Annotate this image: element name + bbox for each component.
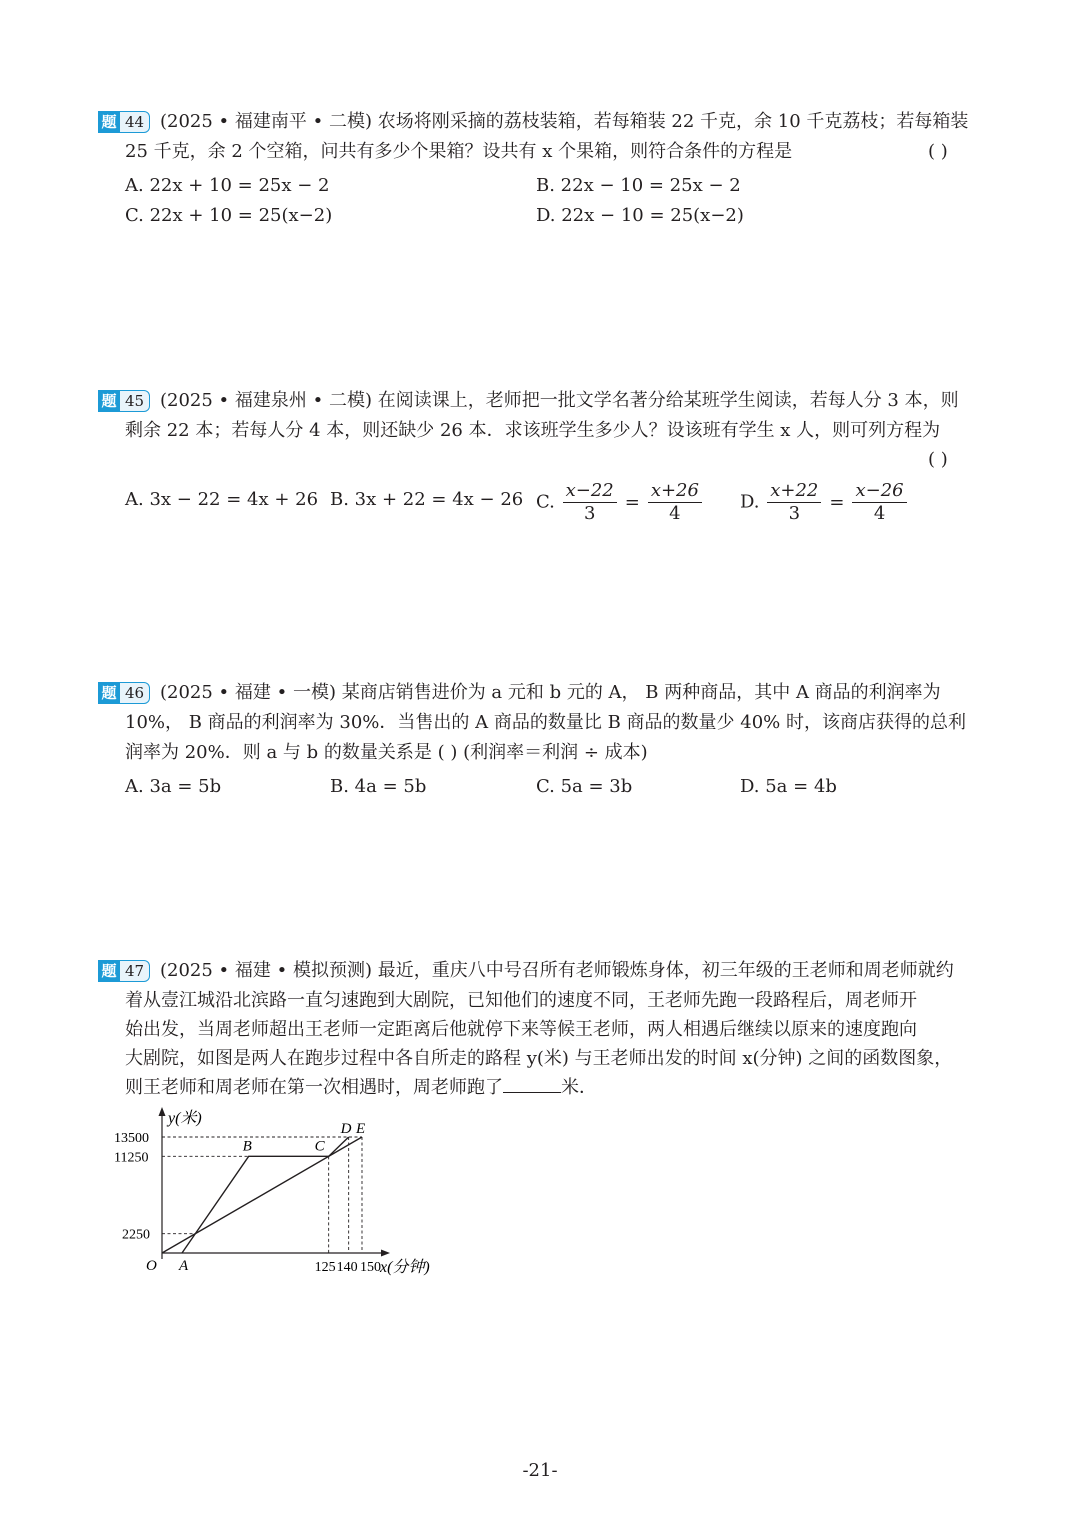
numerator: x−26 xyxy=(852,480,906,503)
tag-label: 题 xyxy=(98,682,120,704)
origin-label: O xyxy=(146,1258,157,1274)
numerator: x+26 xyxy=(648,480,702,503)
series-wang-line xyxy=(162,1137,362,1253)
point-label-a: A xyxy=(178,1258,189,1274)
option-label: C. xyxy=(536,491,555,513)
q45-option-b[interactable]: B. 3x + 22 = 4x − 26 xyxy=(330,489,524,510)
x-tick-label: 150 xyxy=(359,1260,381,1275)
q46-option-c[interactable]: C. 5a = 3b xyxy=(536,776,633,797)
point-label-d: D xyxy=(340,1121,352,1137)
y-tick-label: 13500 xyxy=(114,1131,149,1146)
point-label-b: B xyxy=(242,1138,252,1155)
fraction xyxy=(852,480,906,525)
question-tag-46 xyxy=(98,682,150,704)
q47-stem-line1: (2025 • 福建 • 模拟预测) 最近，重庆八中号召所有老师锻炼身体，初三年级的王老师和周老师就约 xyxy=(160,960,954,981)
q44-option-b[interactable]: B. 22x − 10 = 25x − 2 xyxy=(536,175,741,196)
question-tag-47 xyxy=(98,960,150,982)
answer-blank[interactable] xyxy=(503,1074,561,1093)
denominator: 4 xyxy=(873,503,886,524)
q47-stem-line5 xyxy=(125,1074,597,1102)
q47-stem-unit: 米． xyxy=(561,1077,597,1098)
question-number: 45 xyxy=(120,390,150,412)
q45-option-d[interactable] xyxy=(740,480,909,525)
equals-sign: = xyxy=(624,491,640,513)
point-label-e: E xyxy=(355,1121,366,1137)
q46-stem-line1: (2025 • 福建 • 一模) 某商店销售进价为 a 元和 b 元的 A， B 两种商品，其中 A 商品的利润率为 xyxy=(160,682,941,703)
y-axis-label: y(米) xyxy=(168,1110,202,1127)
q47-stem-line3: 始出发，当周老师超出王老师一定距离后他就停下来等候王老师，两人相遇后继续以原来的速度跑向 xyxy=(125,1019,917,1040)
x-axis-label: x(分钟) xyxy=(380,1259,430,1276)
q45-stem-line2: 剩余 22 本；若每人分 4 本，则还缺少 26 本．求该班学生多少人？设该班有学生 x 人，则可列方程为 xyxy=(125,420,941,441)
fraction xyxy=(767,480,821,525)
question-tag-45 xyxy=(98,390,150,412)
q44-answer-paren: ( ) xyxy=(928,141,948,162)
q46-option-d[interactable]: D. 5a = 4b xyxy=(740,776,837,797)
numerator: x+22 xyxy=(767,480,821,503)
x-tick-label: 125 xyxy=(314,1260,336,1275)
q44-option-d[interactable]: D. 22x − 10 = 25(x−2) xyxy=(536,205,744,226)
equals-sign: = xyxy=(829,491,845,513)
q44-option-c[interactable]: C. 22x + 10 = 25(x−2) xyxy=(125,205,333,226)
q44-option-a[interactable]: A. 22x + 10 = 25x − 2 xyxy=(125,175,330,196)
question-number: 44 xyxy=(120,111,150,133)
point-label-c: C xyxy=(314,1138,325,1155)
x-axis-arrow xyxy=(381,1250,390,1257)
tag-label: 题 xyxy=(98,960,120,982)
numerator: x−22 xyxy=(563,480,617,503)
q45-answer-paren: ( ) xyxy=(928,449,948,470)
q47-stem-line4: 大剧院，如图是两人在跑步过程中各自所走的路程 y(米) 与王老师出发的时间 x(分钟) 之间的函数图象， xyxy=(125,1048,953,1069)
tag-label: 题 xyxy=(98,390,120,412)
option-label: D. xyxy=(740,491,760,513)
fraction xyxy=(563,480,617,525)
distance-time-graph xyxy=(100,1105,460,1285)
y-axis-arrow xyxy=(159,1107,166,1116)
q45-stem-line1: (2025 • 福建泉州 • 二模) 在阅读课上，老师把一批文学名著分给某班学生阅读，若每人分 3 本，则 xyxy=(160,390,959,411)
q45-option-c[interactable] xyxy=(536,480,704,525)
q46-option-a[interactable]: A. 3a = 5b xyxy=(125,776,222,797)
question-number: 46 xyxy=(120,682,150,704)
q46-stem-line3: 润率为 20%．则 a 与 b 的数量关系是 ( ) (利润率＝利润 ÷ 成本) xyxy=(125,742,648,763)
y-tick-label: 2250 xyxy=(122,1227,150,1243)
x-tick-label: 140 xyxy=(336,1260,358,1275)
denominator: 3 xyxy=(583,503,596,524)
denominator: 3 xyxy=(788,503,801,524)
question-tag-44 xyxy=(98,111,150,133)
q44-stem-line1: (2025 • 福建南平 • 二模) 农场将刚采摘的荔枝装箱，若每箱装 22 千克，余 10 千克荔枝；若每箱装 xyxy=(160,111,969,132)
y-tick-label: 11250 xyxy=(114,1150,149,1166)
series-zhou-line xyxy=(182,1137,349,1253)
fraction xyxy=(648,480,702,525)
page-number: -21- xyxy=(522,1460,558,1481)
q46-stem-line2: 10%， B 商品的利润率为 30%．当售出的 A 商品的数量比 B 商品的数量少 40% 时，该商店获得的总利 xyxy=(125,712,966,733)
q45-option-a[interactable]: A. 3x − 22 = 4x + 26 xyxy=(125,489,319,510)
tag-label: 题 xyxy=(98,111,120,133)
q47-stem-text: 则王老师和周老师在第一次相遇时，周老师跑了 xyxy=(125,1077,503,1098)
q44-stem-line2: 25 千克，余 2 个空箱，问共有多少个果箱？设共有 x 个果箱，则符合条件的方程是 xyxy=(125,141,793,162)
q46-option-b[interactable]: B. 4a = 5b xyxy=(330,776,427,797)
q47-stem-line2: 着从壹江城沿北滨路一直匀速跑到大剧院，已知他们的速度不同，王老师先跑一段路程后，周老师开 xyxy=(125,990,917,1011)
denominator: 4 xyxy=(669,503,681,524)
question-number: 47 xyxy=(120,960,150,982)
